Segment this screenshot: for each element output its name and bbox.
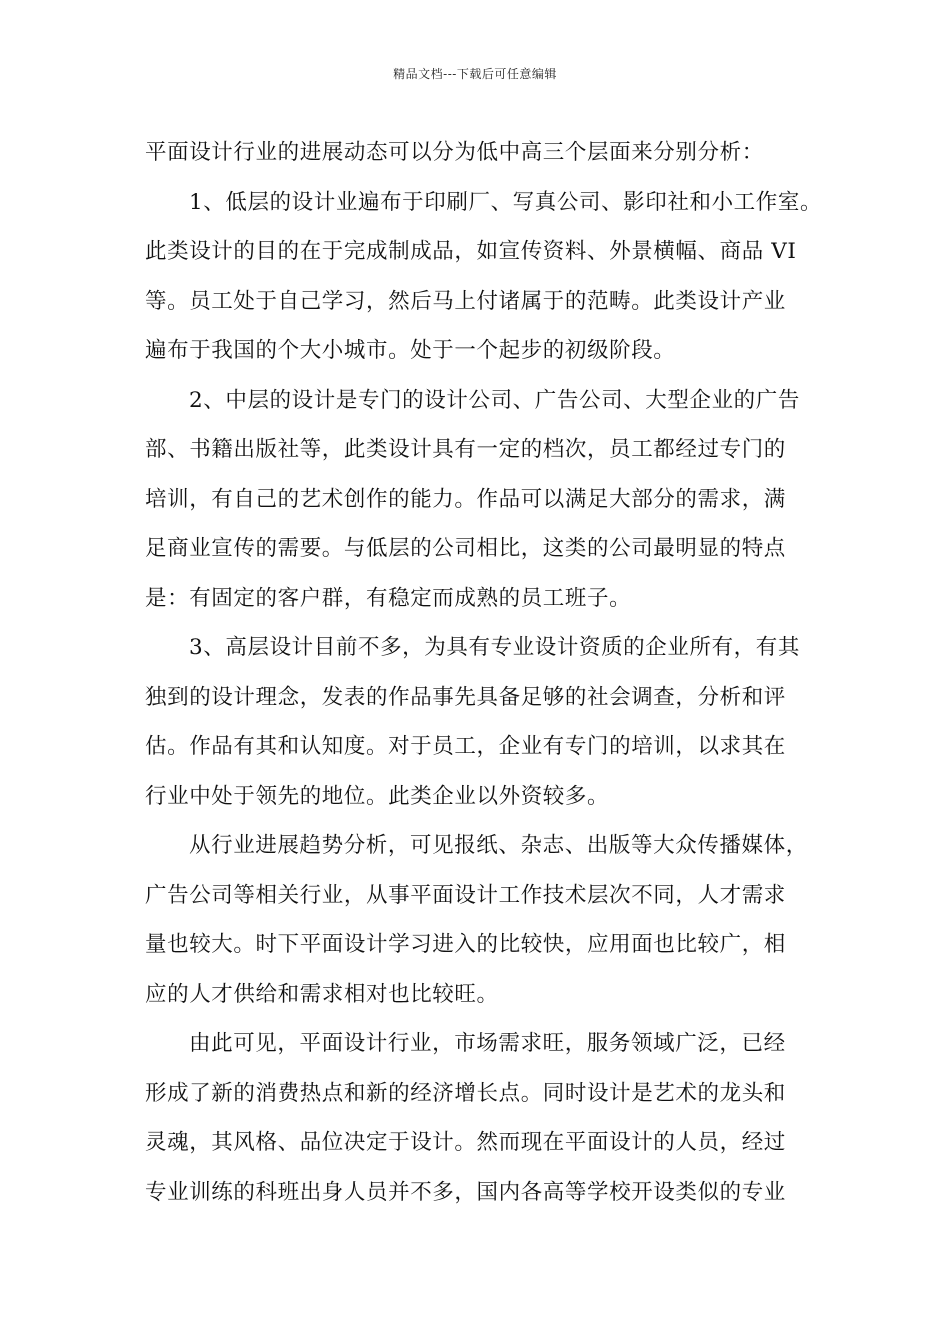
text-line: 遍布于我国的个大小城市。处于一个起步的初级阶段。 <box>145 338 676 363</box>
text-line: 由此可见，平面设计行业，市场需求旺，服务领域广泛，已经 <box>189 1031 786 1056</box>
text-line: 等。员工处于自己学习，然后马上付诸属于的范畴。此类设计产业 <box>145 288 786 314</box>
text-line: 此类设计的目的在于完成制成品，如宣传资料、外景横幅、商品 VI <box>145 239 797 264</box>
text-line: 部、书籍出版社等，此类设计具有一定的档次，员工都经过专门的 <box>145 437 786 462</box>
text-line: 估。作品有其和认知度。对于员工，企业有专门的培训，以求其在 <box>145 734 786 759</box>
text-line: 灵魂，其风格、品位决定于设计。然而现在平面设计的人员，经过 <box>145 1130 786 1155</box>
text-line: 量也较大。时下平面设计学习进入的比较快，应用面也比较广，相 <box>145 932 786 957</box>
text-line: 1、低层的设计业遍布于印刷厂、写真公司、影印社和小工作室。 <box>189 189 823 215</box>
text-line: 足商业宣传的需要。与低层的公司相比，这类的公司最明显的特点 <box>145 536 786 561</box>
text-line: 专业训练的科班出身人员并不多，国内各高等学校开设类似的专业 <box>145 1179 786 1205</box>
text-line: 从行业进展趋势分析，可见报纸、杂志、出版等大众传播媒体， <box>189 833 808 858</box>
document-body <box>145 128 835 1217</box>
text-line: 平面设计行业的进展动态可以分为低中高三个层面来分别分析： <box>145 140 764 165</box>
text-line: 培训，有自己的艺术创作的能力。作品可以满足大部分的需求，满 <box>145 486 786 512</box>
text-line: 独到的设计理念，发表的作品事先具备足够的社会调查，分析和评 <box>145 684 786 710</box>
text-line: 2、中层的设计是专门的设计公司、广告公司、大型企业的广告 <box>189 387 800 413</box>
text-line: 形成了新的消费热点和新的经济增长点。同时设计是艺术的龙头和 <box>145 1080 786 1106</box>
text-line: 3、高层设计目前不多，为具有专业设计资质的企业所有，有其 <box>189 635 800 660</box>
text-line: 行业中处于领先的地位。此类企业以外资较多。 <box>145 783 610 809</box>
text-line: 应的人才供给和需求相对也比较旺。 <box>145 981 499 1007</box>
text-line: 是：有固定的客户群，有稳定而成熟的员工班子。 <box>145 585 632 611</box>
page-header: 精品文档---下载后可任意编辑 <box>393 67 557 81</box>
text-line: 广告公司等相关行业，从事平面设计工作技术层次不同，人才需求 <box>145 882 786 908</box>
